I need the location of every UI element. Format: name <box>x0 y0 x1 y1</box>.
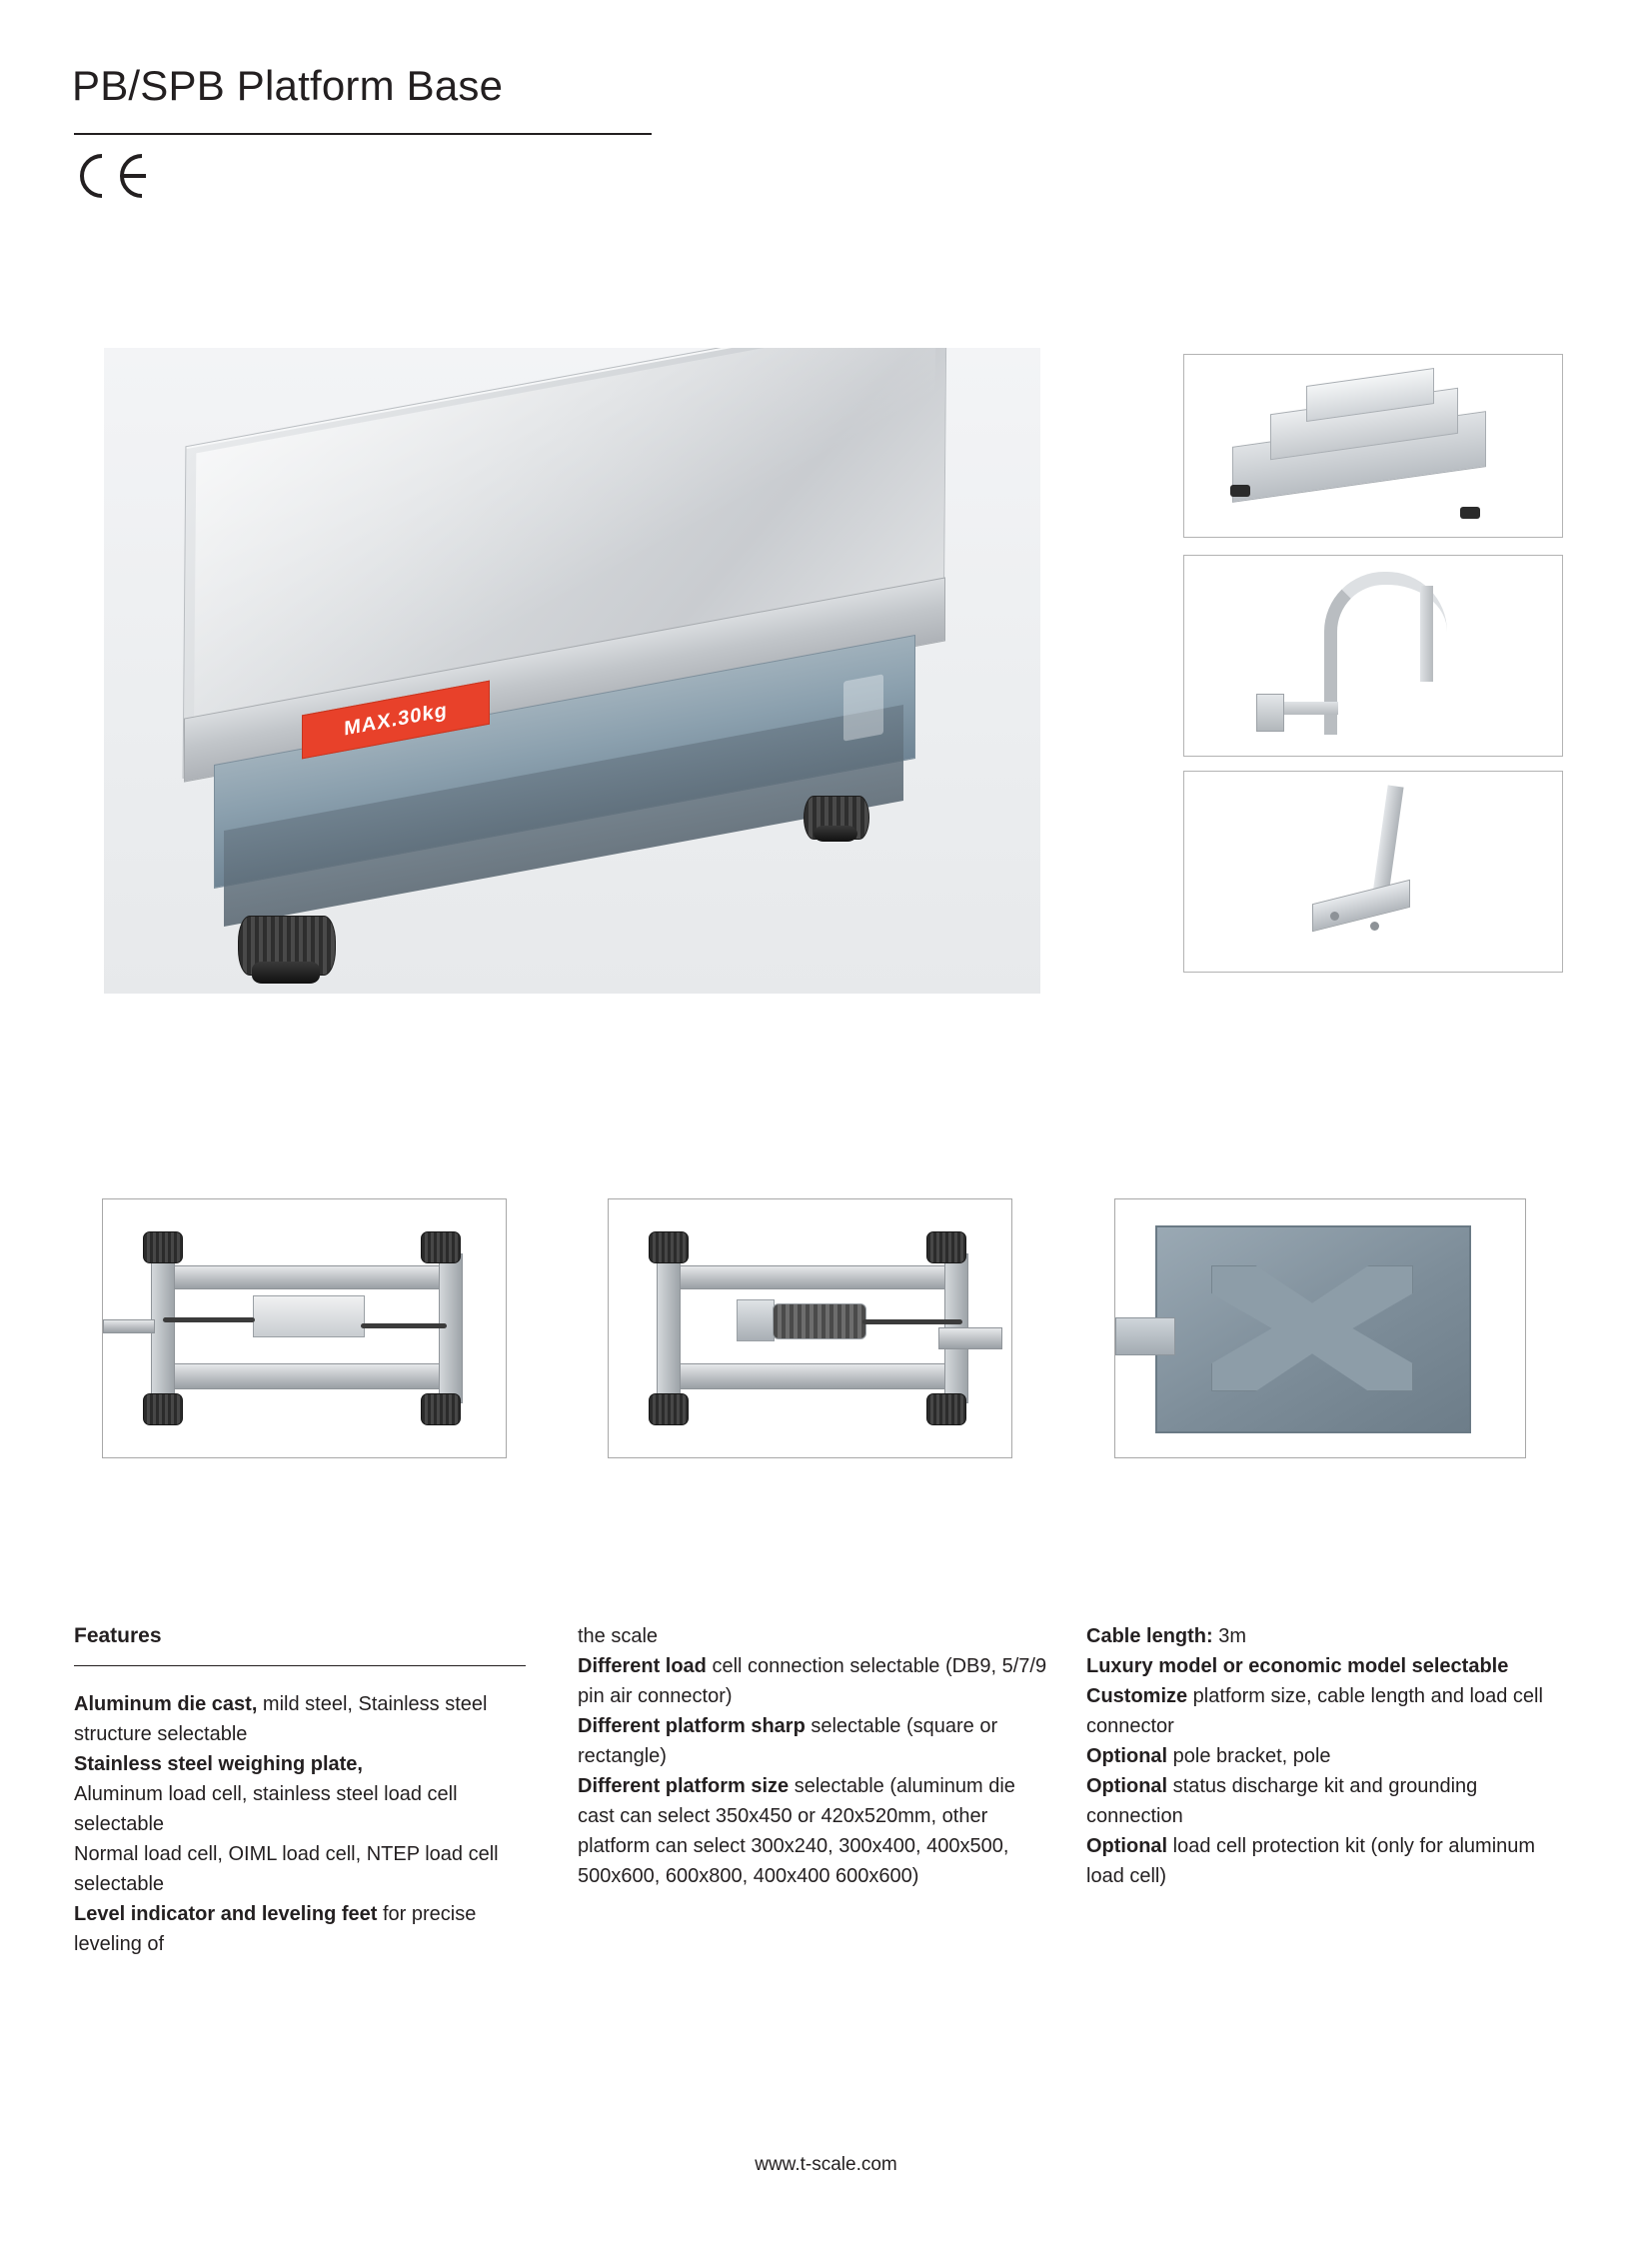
leveling-knob-top-right <box>926 1231 966 1263</box>
page-title: PB/SPB Platform Base <box>72 62 504 109</box>
feature-item: Cable length: 3m <box>1086 1625 1247 1647</box>
mount-tab <box>103 1319 155 1333</box>
foot-pad <box>252 962 320 984</box>
feature-item: Aluminum load cell, stainless steel load cell selectable <box>74 1783 458 1835</box>
features-column-3 <box>1086 1621 1556 1891</box>
pole-bracket-curved-photo <box>1183 555 1563 757</box>
feature-item: Different load cell connection selectable (DB9, 5/7/9 pin air connector) <box>578 1655 1047 1707</box>
leveling-knob-top-left <box>649 1231 689 1263</box>
pole-arm <box>1280 702 1338 715</box>
frame-rail-bottom <box>657 1363 968 1389</box>
leveling-knob-top-left <box>143 1231 183 1263</box>
feature-item: Customize platform size, cable length and load cell connector <box>1086 1685 1543 1737</box>
feature-item: Optional status discharge kit and grounding connection <box>1086 1775 1478 1827</box>
load-cell <box>253 1295 365 1337</box>
footer-website[interactable]: www.t-scale.com <box>755 2154 897 2175</box>
frame-rail-top <box>151 1265 463 1289</box>
frame-rail-bottom <box>151 1363 463 1389</box>
pole-stem <box>1372 785 1403 896</box>
frame-with-load-cell-alt-photo <box>608 1198 1012 1458</box>
feature-item: Stainless steel weighing plate, <box>74 1753 363 1775</box>
mount-tab <box>938 1327 1002 1349</box>
pole-bracket-straight-photo <box>1183 771 1563 973</box>
underside-mount-tab <box>1115 1317 1175 1355</box>
frame-post-right <box>439 1253 463 1403</box>
pole-stem <box>1420 586 1433 682</box>
leveling-foot-right <box>604 988 700 994</box>
pole-base-plate <box>1312 880 1410 932</box>
load-cell-body <box>773 1303 866 1339</box>
title-divider <box>74 133 652 135</box>
leveling-knob-bottom-left <box>649 1393 689 1425</box>
leveling-foot-back <box>804 788 867 844</box>
feature-item: Different platform size selectable (aluminum die cast can select 350x450 or 420x520mm, other platform can select 300x240, 300x400, 400x500, 500x600, 600x800, 400x400 600x600) <box>578 1775 1015 1887</box>
load-cell-cable <box>862 1319 962 1324</box>
platform-scale-photo <box>104 348 1040 994</box>
leveling-knob-bottom-right <box>421 1393 461 1425</box>
ce-mark-icon <box>72 150 162 202</box>
stack-foot-left <box>1230 485 1250 497</box>
foot-pad <box>814 826 857 842</box>
features-heading: Features <box>74 1624 162 1647</box>
leveling-knob-bottom-right <box>926 1393 966 1425</box>
feature-item: the scale <box>578 1625 659 1647</box>
stack-foot-right <box>1460 507 1480 519</box>
pole-mount-bracket <box>1256 694 1284 732</box>
load-cell-cable <box>163 1317 255 1322</box>
stacked-platforms-photo <box>1183 354 1563 538</box>
features-column-1 <box>74 1689 532 1959</box>
leveling-foot-left <box>238 908 334 986</box>
load-cell-cable-right <box>361 1323 447 1328</box>
feature-item: Level indicator and leveling feet for precise leveling of <box>74 1903 477 1955</box>
bracket-hole-right <box>1370 922 1379 931</box>
max-capacity-label: MAX.30kg <box>302 681 490 760</box>
load-cell-mount <box>737 1299 775 1341</box>
frame-rail-top <box>657 1265 968 1289</box>
features-divider <box>74 1665 526 1666</box>
platform-underside-photo <box>1114 1198 1526 1458</box>
feature-item: Different platform sharp selectable (square or rectangle) <box>578 1715 998 1767</box>
feature-item: Normal load cell, OIML load cell, NTEP load cell selectable <box>74 1843 499 1895</box>
frame-post-left <box>657 1253 681 1403</box>
feature-item: Aluminum die cast, mild steel, Stainless steel structure selectable <box>74 1693 488 1745</box>
bracket-hole-left <box>1330 912 1339 921</box>
features-column-2 <box>578 1621 1047 1891</box>
scale-side-badge <box>843 674 883 741</box>
feature-item: Optional pole bracket, pole <box>1086 1745 1331 1767</box>
feature-item: Optional load cell protection kit (only for aluminum load cell) <box>1086 1835 1536 1887</box>
leveling-knob-top-right <box>421 1231 461 1263</box>
frame-with-load-cell-photo <box>102 1198 507 1458</box>
leveling-knob-bottom-left <box>143 1393 183 1425</box>
feature-item: Luxury model or economic model selectable <box>1086 1655 1509 1677</box>
